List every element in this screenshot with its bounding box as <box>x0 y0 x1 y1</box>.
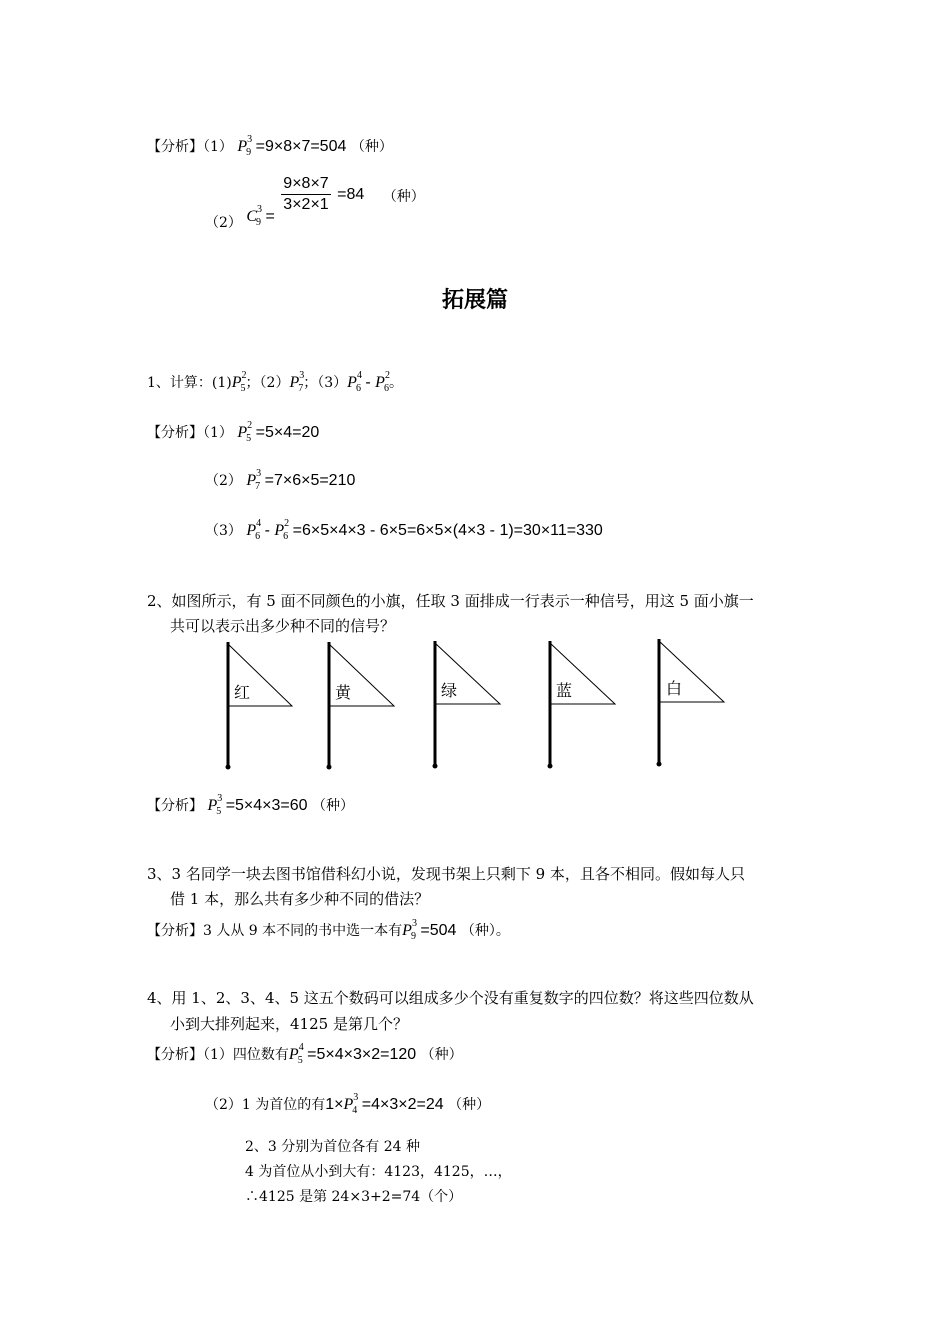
flag-label: 蓝 <box>556 681 573 700</box>
analysis-label: 【分析】 <box>147 139 203 155</box>
flag-label: 绿 <box>441 681 458 700</box>
q3-line2: 借 1 本，那么共有多少种不同的借法？ <box>170 890 430 908</box>
q2-line1: 2、如图所示，有 5 面不同颜色的小旗，任取 3 面排成一行表示一种信号，用这 5 面小旗一 <box>147 592 754 610</box>
q4-line-c: ∴4125 是第 24×3+2=74（个） <box>245 1189 463 1205</box>
q2-analysis: 【分析】 $P^3_5 =5\times 4\times 3=60$ （种） <box>147 793 355 817</box>
flag-blue <box>548 641 616 769</box>
formula: =9×8×7=504 <box>255 138 347 155</box>
q3-line1: 3、3 名同学一块去图书馆借科幻小说，发现书架上只剩下 9 本，且各不相同。假如每人只 <box>147 865 745 883</box>
flag-red <box>226 642 293 770</box>
q4-line1: 4、用 1、2、3、4、5 这五个数码可以组成多少个没有重复数字的四位数？将这些四位数从 <box>147 989 754 1007</box>
flag-label: 白 <box>666 679 683 698</box>
q4-analysis-1: 【分析】（1）四位数有$P^4_5 =5\times 4\times 3\times 2=120$ （种） <box>147 1042 463 1066</box>
q4-line2: 小到大排列起来，4125 是第几个？ <box>170 1015 408 1033</box>
q1-question: 1、计算：$(1)P^2_5$；$(2)P^3_7$；$(3)P^4_6 - P^2_6$。 <box>147 370 403 394</box>
q4-analysis-2: （2）1 为首位的有$1\times P^3_4 =4\times 3\times 2=24$ （种） <box>205 1092 491 1116</box>
q2-line2: 共可以表示出多少种不同的信号？ <box>170 617 396 635</box>
q1-analysis-3: （3） $P^4_6 - P^2_6 =6\times 5\times 4\times 3 - 6\times 5=6\times 5\times(4\times 3 - 1)=30\times 11=330$ <box>205 518 603 542</box>
flag-label: 黄 <box>335 683 352 702</box>
comb-symbol: $C^3_9$ <box>246 203 263 228</box>
q4-line-b: 4 为首位从小到大有：4123，4125，…， <box>245 1164 512 1180</box>
q1-analysis-1: 【分析】（1） $P^2_5 =5\times 4=20$ <box>147 420 320 444</box>
flag-white <box>657 639 725 767</box>
perm-symbol: $P^3_9$ <box>237 134 253 158</box>
flag-yellow <box>327 642 395 770</box>
q4-line-a: 2、3 分别为首位各有 24 种 <box>245 1139 420 1155</box>
q1-analysis-2: （2） $P^3_7 =7\times 6\times 5=210$ <box>205 468 356 492</box>
flag-label: 红 <box>234 683 251 702</box>
section-heading: 拓展篇 <box>441 288 508 313</box>
fraction: $\frac{9\times 8\times 7}{3\times 2\times 1}$ <box>283 175 329 213</box>
flag-green <box>433 641 501 769</box>
top-analysis-line2: （2） $C^3_9$ = $\frac{9\times 8\times 7}{3\times 2\times 1}$ =84 （种） <box>205 175 425 231</box>
top-analysis-line1: 【分析】（1） $P^3_9 =9\times 8\times 7=504$ （种） <box>147 134 393 158</box>
q3-analysis: 【分析】3 人从 9 本不同的书中选一本有$P^3_9 =504$ （种）。 <box>147 918 510 942</box>
flags-figure <box>0 630 950 780</box>
